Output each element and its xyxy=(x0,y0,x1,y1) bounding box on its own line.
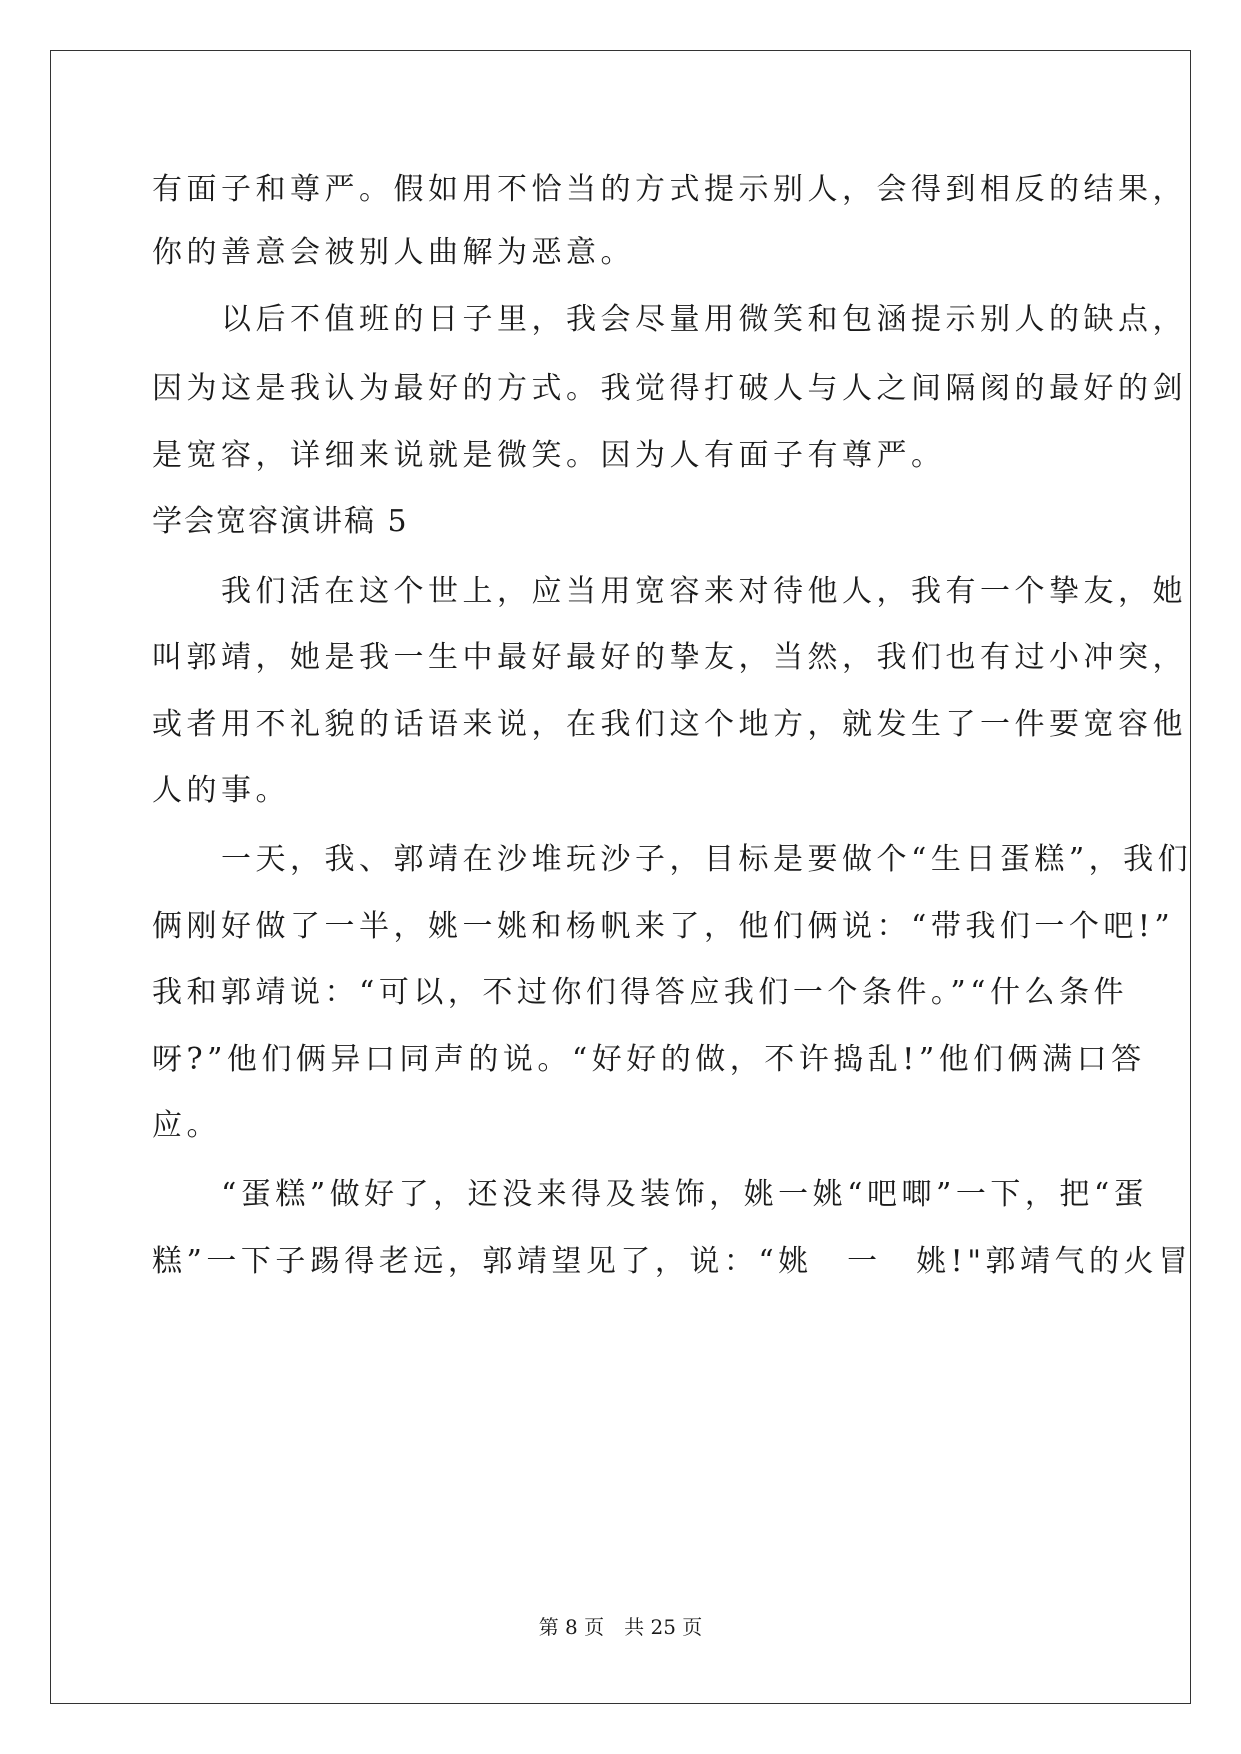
text-line: 因为这是我认为最好的方式。我觉得打破人与人之间隔阂的最好的剑 xyxy=(152,371,1187,406)
text-line: 你的善意会被别人曲解为恶意。 xyxy=(152,235,635,270)
text-line: 叫郭靖，她是我一生中最好最好的挚友，当然，我们也有过小冲突， xyxy=(152,640,1187,675)
text-line: 一天，我、郭靖在沙堆玩沙子，目标是要做个“生日蛋糕”，我们 xyxy=(152,842,1193,877)
text-line: 或者用不礼貌的话语来说，在我们这个地方，就发生了一件要宽容他 xyxy=(152,707,1187,742)
text-line: 呀?”他们俩异口同声的说。“好好的做，不许捣乱!”他们俩满口答 xyxy=(152,1042,1146,1077)
text-line: 我们活在这个世上，应当用宽容来对待他人，我有一个挚友，她 xyxy=(152,574,1187,609)
section-heading: 学会宽容演讲稿 5 xyxy=(152,504,409,539)
text-line: 以后不值班的日子里，我会尽量用微笑和包涵提示别人的缺点， xyxy=(152,302,1187,337)
text-line: “蛋糕”做好了，还没来得及装饰，姚一姚“吧唧”一下，把“蛋 xyxy=(152,1177,1149,1212)
page-number-footer: 第 8 页 共 25 页 xyxy=(538,1615,703,1639)
text-line: 我和郭靖说：“可以，不过你们得答应我们一个条件。”“什么条件 xyxy=(152,975,1129,1010)
text-line: 人的事。 xyxy=(152,773,290,808)
text-line: 应。 xyxy=(152,1108,221,1143)
text-line: 糕”一下子踢得老远，郭靖望见了，说：“姚 一 姚!"郭靖气的火冒 xyxy=(152,1244,1193,1279)
text-line: 是宽容，详细来说就是微笑。因为人有面子有尊严。 xyxy=(152,438,946,473)
text-line: 俩刚好做了一半，姚一姚和杨帆来了，他们俩说：“带我们一个吧!” xyxy=(152,909,1175,944)
text-line: 有面子和尊严。假如用不恰当的方式提示别人，会得到相反的结果， xyxy=(152,172,1187,207)
